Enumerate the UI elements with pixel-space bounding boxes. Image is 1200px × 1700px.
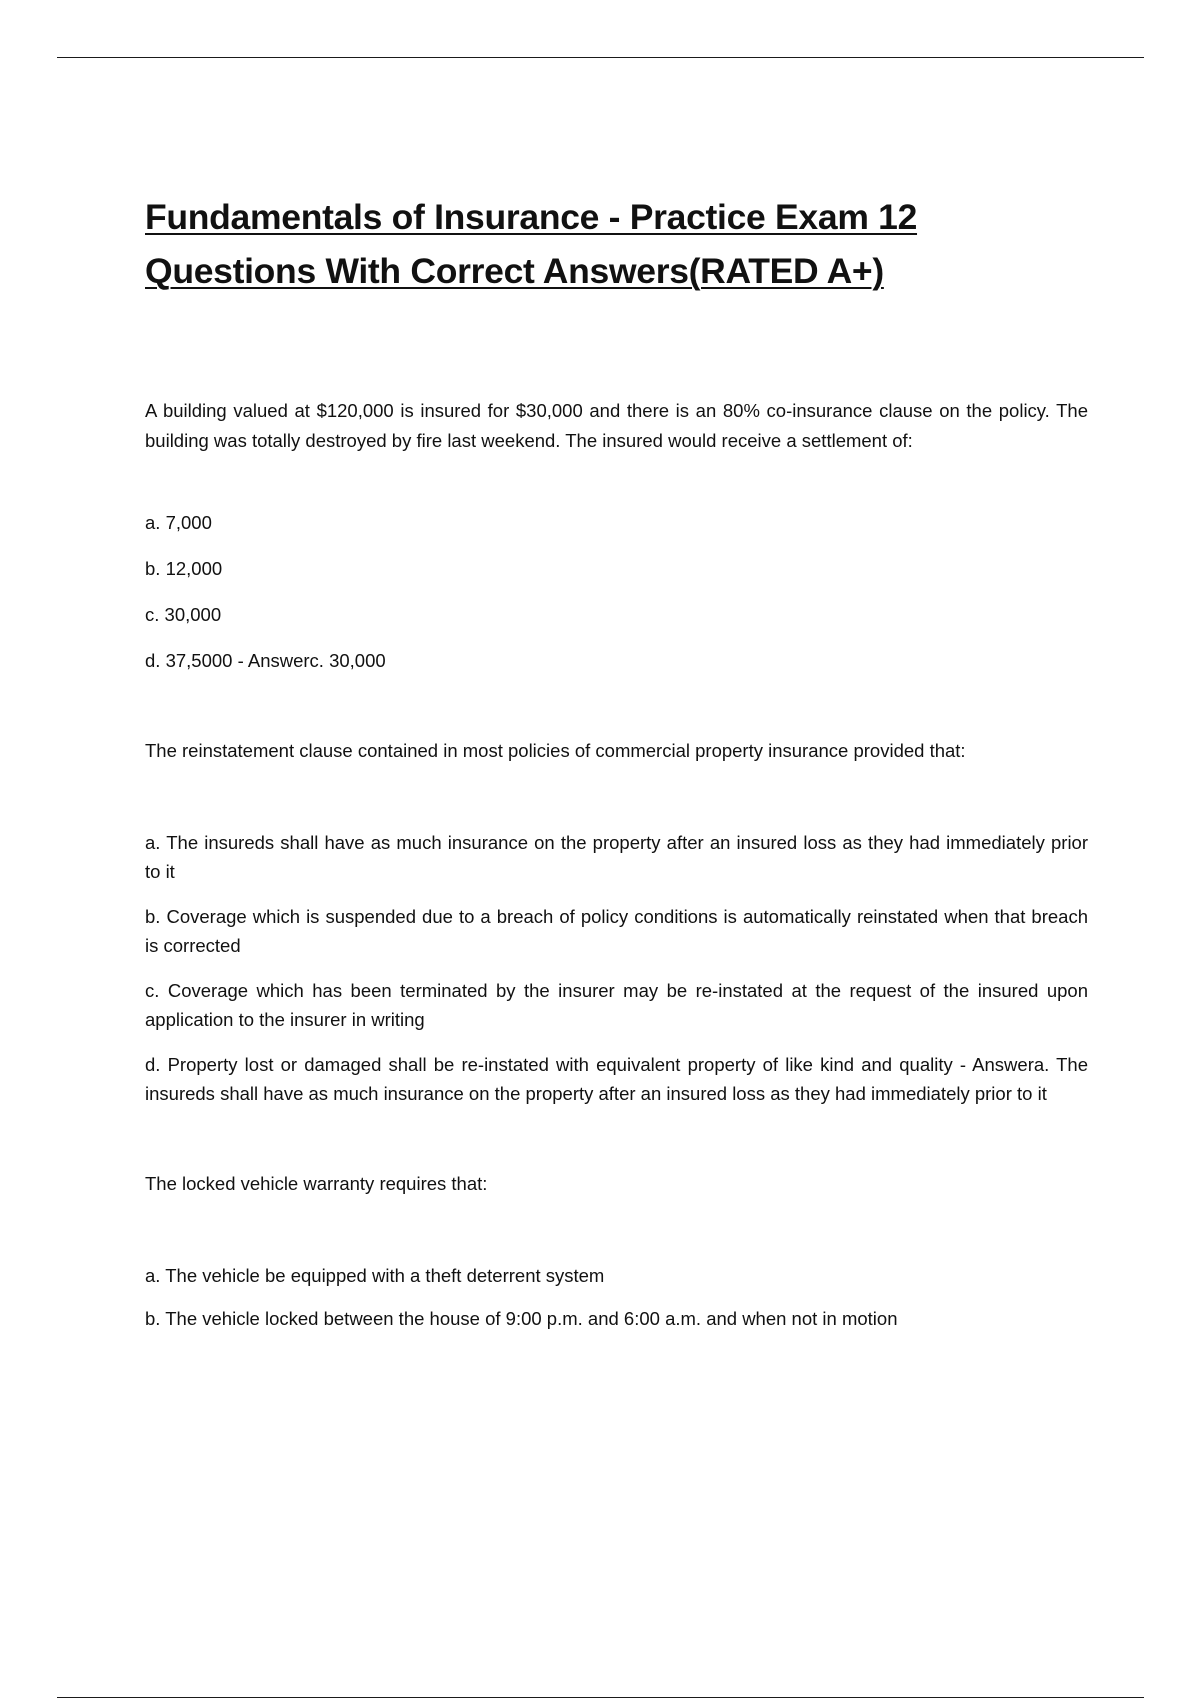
answer-option: d. 37,5000 - Answerc. 30,000 [145,650,386,671]
answer-options [145,508,1088,675]
answer-option: c. 30,000 [145,604,222,625]
answer-options [145,828,1088,1108]
answer-option: b. 12,000 [145,558,223,579]
question-text: The reinstatement clause contained in most policies of commercial property insurance provided that: [145,740,966,761]
answer-option: b. Coverage which is suspended due to a breach of policy conditions is automatically reinstated when that breach is corrected [145,906,1088,956]
document-title: Fundamentals of Insurance - Practice Exam 12 Questions With Correct Answers(RATED A+) [145,197,918,291]
answer-option: d. Property lost or damaged shall be re-instated with equivalent property of like kind and quality - Answera. The insureds shall have as much insurance on the property after an insured loss as they had immediately prior to it [145,1054,1088,1104]
answer-option: b. The vehicle locked between the house of 9:00 p.m. and 6:00 a.m. and when not in motion [145,1308,898,1329]
answer-option: c. Coverage which has been terminated by the insurer may be re-instated at the request of the insured upon application to the insurer in writing [145,980,1088,1030]
answer-options [145,1261,1088,1333]
document-body [145,190,1088,1333]
question-text: The locked vehicle warranty requires that: [145,1173,488,1194]
header-rule [57,57,1144,58]
answer-option: a. 7,000 [145,512,212,533]
question-text: A building valued at $120,000 is insured for $30,000 and there is an 80% co-insurance clause on the policy. The building was totally destroyed by fire last weekend. The insured would receive a settlement of: [145,400,1088,451]
answer-option: a. The vehicle be equipped with a theft deterrent system [145,1265,605,1286]
footer-rule [57,1697,1144,1698]
answer-option: a. The insureds shall have as much insurance on the property after an insured loss as they had immediately prior to it [145,832,1088,882]
